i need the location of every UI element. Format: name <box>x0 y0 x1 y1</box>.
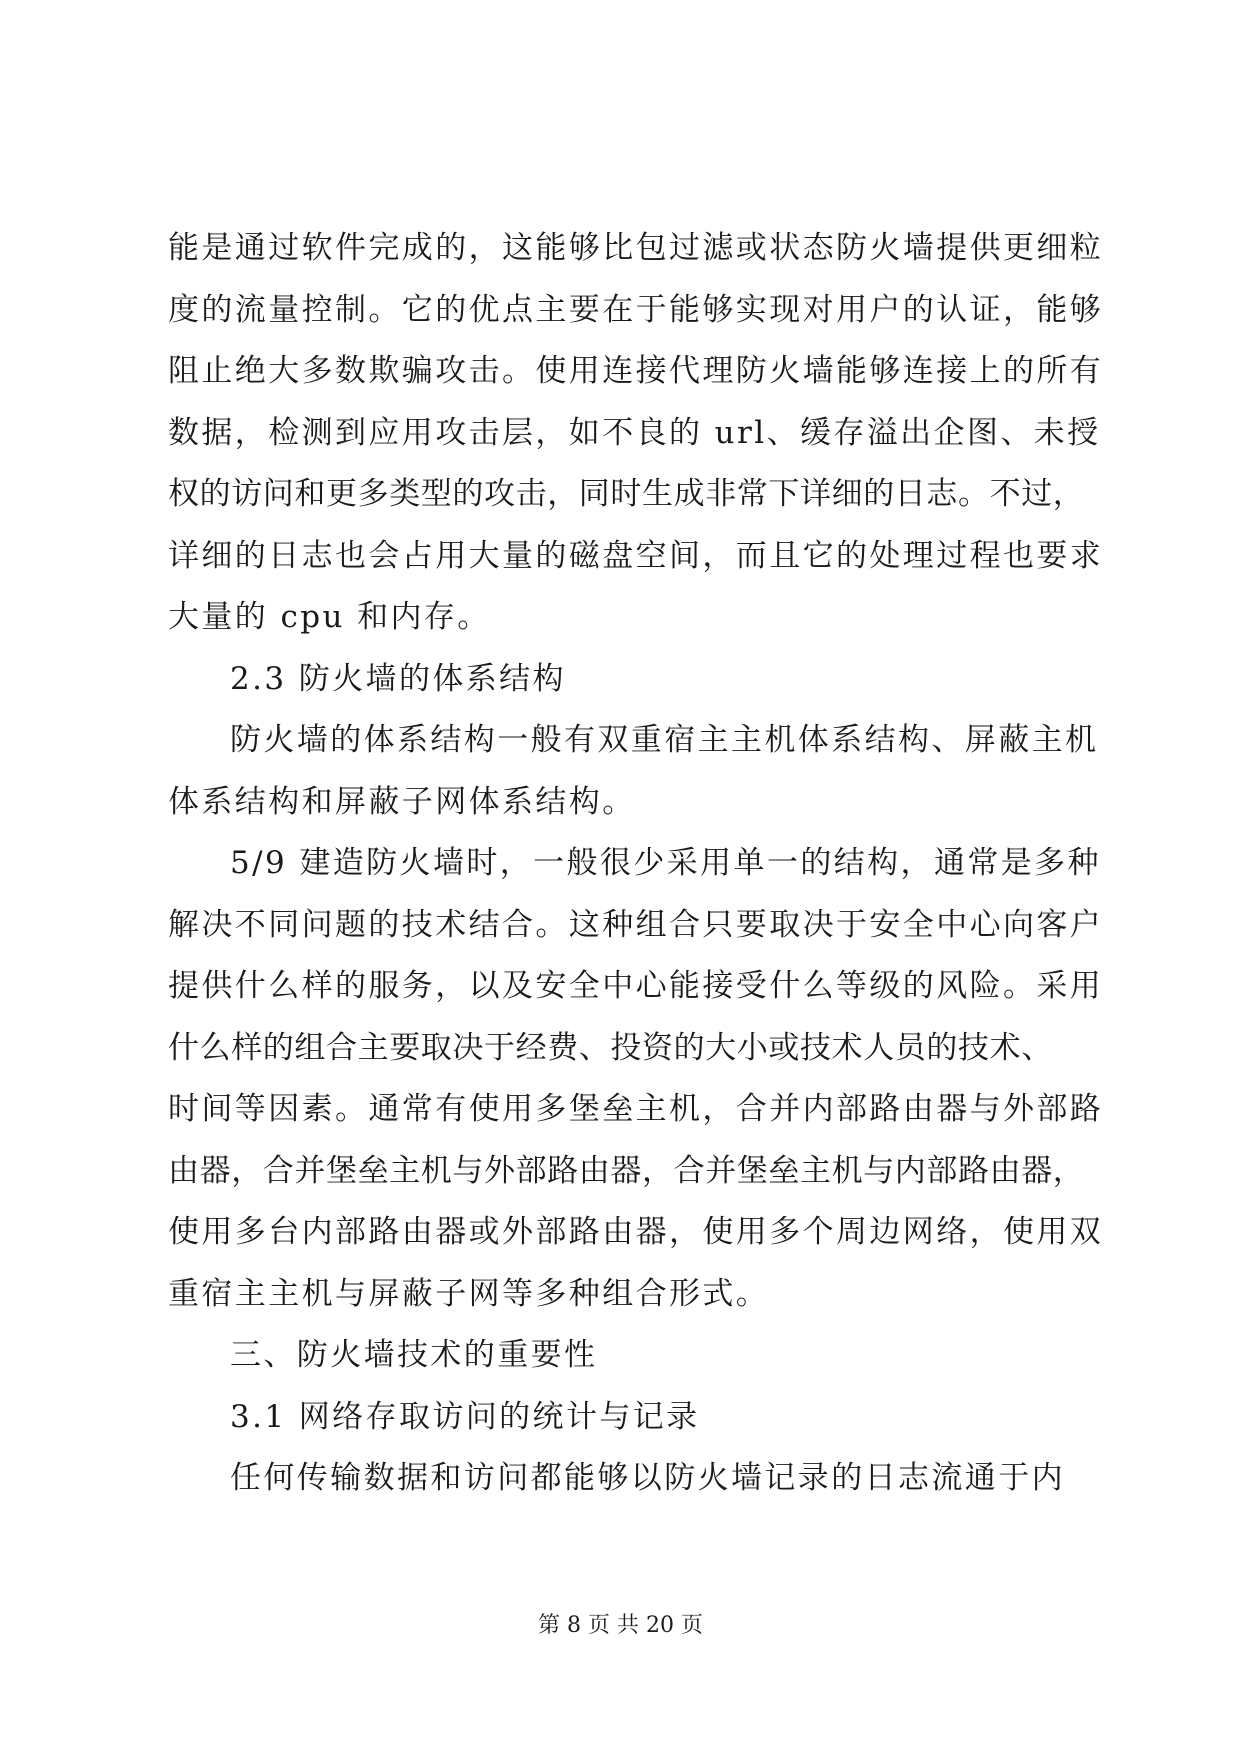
body-line: 度的流量控制。它的优点主要在于能够实现对用户的认证，能够 <box>168 291 1104 328</box>
body-line: 权的访问和更多类型的攻击，同时生成非常下详细的日志。不过， <box>168 476 1085 512</box>
body-line: 5/9 建造防火墙时，一般很少采用单一的结构，通常是多种 <box>230 845 1101 881</box>
body-line: 数据，检测到应用攻击层，如不良的 url、缓存溢出企图、未授 <box>168 414 1101 451</box>
body-line: 防火墙的体系结构一般有双重宿主主机体系结构、屏蔽主机 <box>230 722 1099 758</box>
body-line: 提供什么样的服务，以及安全中心能接受什么等级的风险。采用 <box>168 968 1104 1004</box>
body-line: 能是通过软件完成的，这能够比包过滤或状态防火墙提供更细粒 <box>168 230 1104 266</box>
document-body <box>168 228 1104 1520</box>
body-line: 详细的日志也会占用大量的磁盘空间，而且它的处理过程也要求 <box>168 537 1104 574</box>
body-line: 任何传输数据和访问都能够以防火墙记录的日志流通于内 <box>230 1460 1065 1496</box>
body-line: 由器，合并堡垒主机与外部路由器，合并堡垒主机与内部路由器， <box>168 1152 1085 1189</box>
body-line: 使用多台内部路由器或外部路由器，使用多个周边网络，使用双 <box>168 1214 1104 1250</box>
body-line: 体系结构和屏蔽子网体系结构。 <box>168 783 636 820</box>
body-line: 重宿主主机与屏蔽子网等多种组合形式。 <box>168 1275 770 1312</box>
chapter-heading: 三、防火墙技术的重要性 <box>230 1337 598 1373</box>
body-line: 什么样的组合主要取决于经费、投资的大小或技术人员的技术、 <box>168 1029 1053 1066</box>
section-heading: 3.1 网络存取访问的统计与记录 <box>230 1398 700 1435</box>
body-line: 阻止绝大多数欺骗攻击。使用连接代理防火墙能够连接上的所有 <box>168 353 1104 389</box>
page-number-footer: 第 8 页 共 20 页 <box>538 1613 703 1638</box>
body-line: 时间等因素。通常有使用多堡垒主机，合并内部路由器与外部路 <box>168 1091 1104 1127</box>
body-line: 大量的 cpu 和内存。 <box>168 599 491 635</box>
section-heading: 2.3 防火墙的体系结构 <box>230 660 566 697</box>
body-line: 解决不同问题的技术结合。这种组合只要取决于安全中心向客户 <box>168 906 1104 943</box>
